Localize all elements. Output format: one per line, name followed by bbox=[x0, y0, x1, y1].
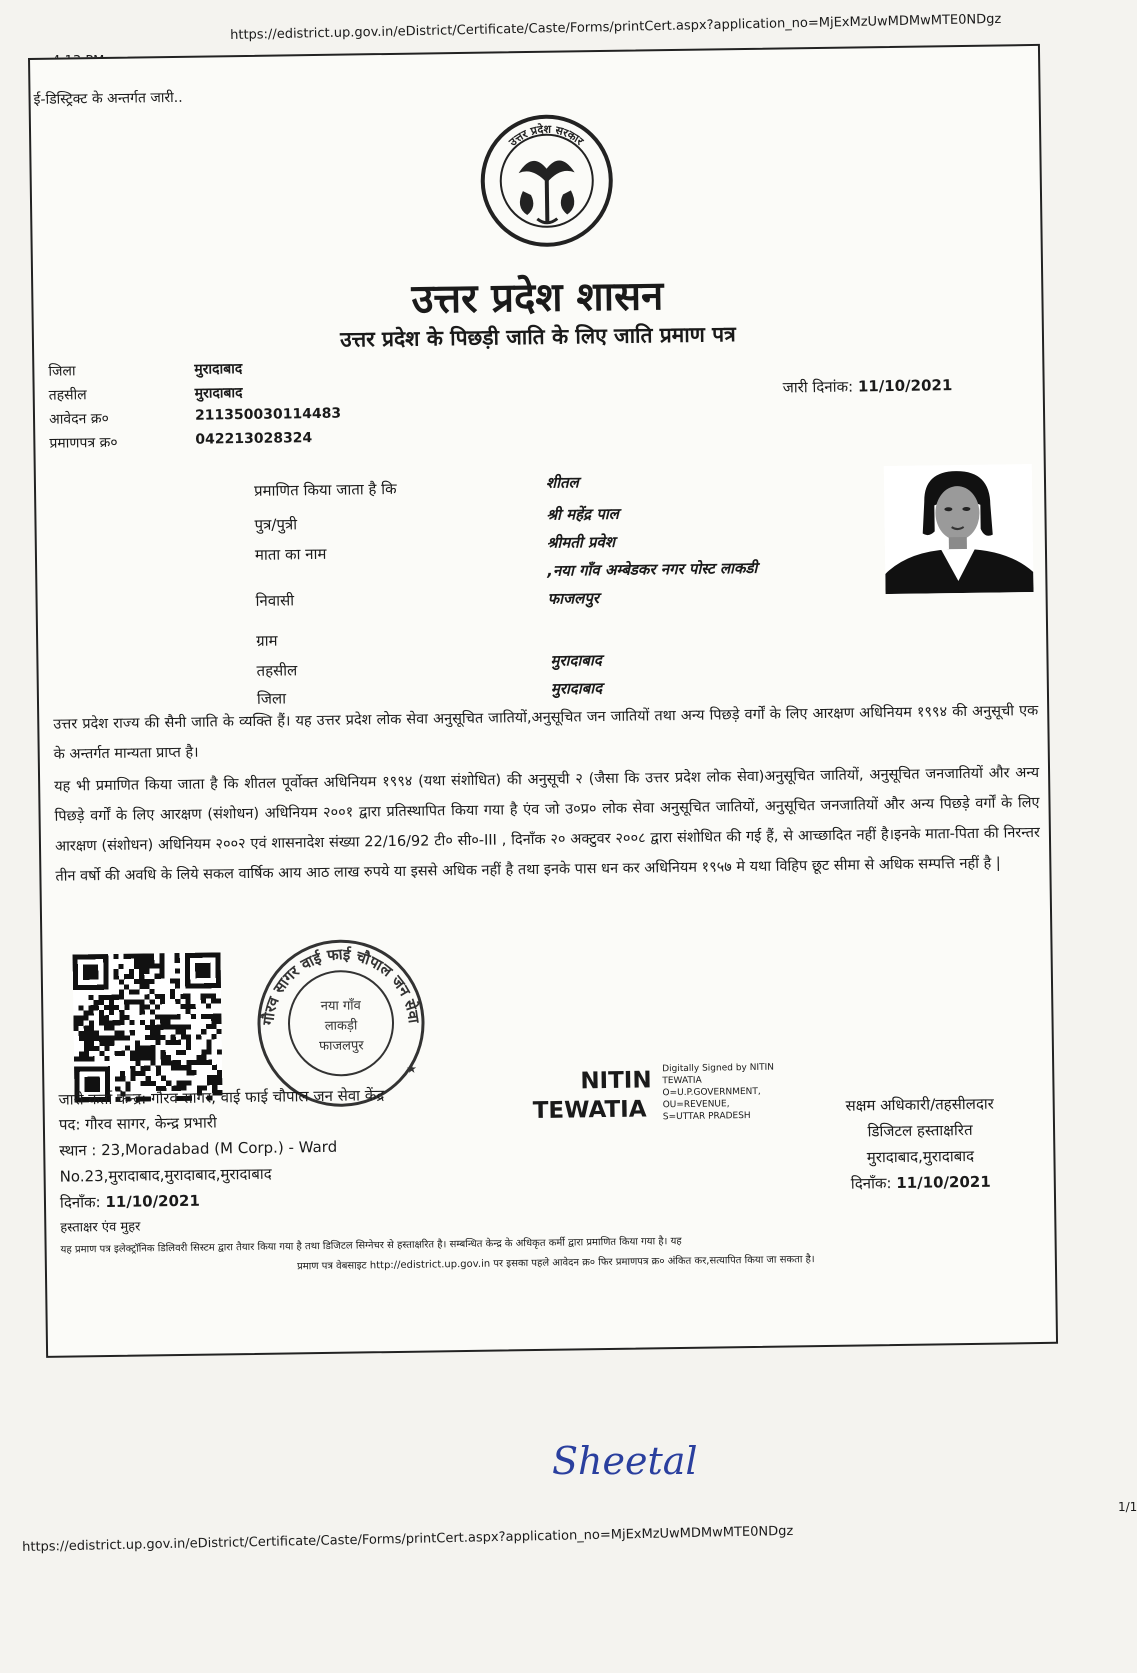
field-label-son-daughter: पुत्र/पुत्री bbox=[254, 515, 298, 534]
field-label-district: जिला bbox=[256, 689, 287, 708]
field-value-name: शीतल bbox=[545, 473, 579, 492]
print-url-footer: https://edistrict.up.gov.in/eDistrict/Certificate/Caste/Forms/printCert.aspx?application_no=MjExMzUwMDMwMTE0NDgz bbox=[22, 1523, 794, 1555]
issued-under-note: ई-डिस्ट्रिक्ट के अन्तर्गत जारी.. bbox=[33, 89, 183, 108]
caste-certificate bbox=[28, 44, 1058, 1358]
meta-value-application-no: 211350030114483 bbox=[194, 405, 342, 424]
certificate-paragraph-2: यह भी प्रमाणित किया जाता है कि शीतल पूर्वोक्त अधिनियम १९९४ (यथा संशोधित) की अनुसूची २ (जैसा कि उत्तर प्रदेश लोक सेवा)अनुसूचित जातियों, अनुसूचित जनजातियों और अन्य पिछड़े वर्गों के लिए आरक्षण (संशोधन) अधिनियम २००१ द्वारा प्रतिस्थापित किया गया है एंव जो उ०प्र० लोक सेवा अनुसूचित जातियों, अनुसूचित जनजातियों और अन्य पिछड़े वर्गों के लिए आरक्षण (संशोधन) अधिनियम २००२ एवं शासनादेश संख्या 22/16/92 टी० सी०-III , दिनाँक २० अक्टुवर २००८ द्वारा संशोधित की गई हैं, से आच्छादित नहीं है।इनके माता-पिता की निरन्तर तीन वर्षो की अवधि के लिये सकल वार्षिक आय आठ लाख रुपये या इससे अधिक नहीं है तथा इनके पास धन कर अधिनियम १९५७ मे यथा विहिप छूट सीमा से अधिक सम्पत्ति नहीं है | bbox=[54, 764, 1041, 885]
meta-label-tehsil: तहसील bbox=[48, 387, 87, 404]
handwritten-signature bbox=[548, 1430, 698, 1490]
meta-label-application-no: आवेदन क्र० bbox=[48, 410, 109, 428]
digital-signature-name bbox=[532, 1066, 652, 1126]
field-value-mother: श्रीमती प्रवेश bbox=[546, 532, 616, 552]
footer-note-2: प्रमाण पत्र वेबसाइट http://edistrict.up.gov.in पर इसका पहले आवेदन क्र० फिर प्रमाणपत्र क्र० अंकित कर,सत्यापित किया जा सकता है। bbox=[296, 1254, 815, 1273]
meta-label-district: जिला bbox=[48, 363, 76, 380]
meta-label-certificate-no: प्रमाणपत्र क्र० bbox=[49, 434, 118, 452]
field-label-resident: निवासी bbox=[255, 591, 295, 610]
digital-signature-line: TEWATIA bbox=[662, 1075, 702, 1087]
svg-text:गौरव सागर वाई फाई चौपाल जन सेव: गौरव सागर वाई फाई चौपाल जन सेवा bbox=[258, 945, 424, 1026]
certificate-subtitle: उत्तर प्रदेश के पिछड़ी जाति के लिए जाति प्रमाण पत्र bbox=[339, 322, 736, 352]
meta-value-district: मुरादाबाद bbox=[194, 361, 243, 378]
field-value-tehsil: मुरादाबाद bbox=[550, 651, 602, 670]
issue-date bbox=[783, 375, 953, 397]
digital-signature-name-line-2: TEWATIA bbox=[532, 1096, 647, 1125]
field-label-certified-that: प्रमाणित किया जाता है कि bbox=[253, 479, 397, 500]
page-count: 1/1 bbox=[1118, 1500, 1137, 1514]
page-title: उत्तर प्रदेश शासन bbox=[411, 272, 664, 323]
svg-text:नया गाँव: नया गाँव bbox=[320, 998, 361, 1015]
svg-text:फाजलपुर: फाजलपुर bbox=[318, 1038, 364, 1055]
officer-title: सक्षम अधिकारी/तहसीलदार bbox=[845, 1094, 995, 1115]
digital-signature-line: S=UTTAR PRADESH bbox=[662, 1111, 751, 1123]
digital-signature-line: OU=REVENUE, bbox=[662, 1099, 730, 1111]
issuer-sign-label: हस्ताक्षर एंव मुहर bbox=[60, 1219, 141, 1236]
officer-date-label: दिनाँक: bbox=[850, 1174, 892, 1193]
field-label-tehsil: तहसील bbox=[256, 661, 298, 680]
issuer-center: जारी कर्ता केन्द्र: गौरव सागर, वाई फाई चौपाल जन सेवा केंद्र bbox=[58, 1086, 385, 1109]
field-value-resident: फाजलपुर bbox=[547, 589, 600, 608]
svg-text:★: ★ bbox=[406, 1061, 418, 1076]
up-emblem-icon bbox=[476, 110, 618, 252]
qr-code-icon bbox=[73, 952, 223, 1102]
issuer-place-line-2: No.23,मुरादाबाद,मुरादाबाद,मुरादाबाद bbox=[59, 1164, 272, 1186]
svg-text:उत्तर प्रदेश सरकार: उत्तर प्रदेश सरकार bbox=[506, 122, 586, 149]
applicant-photo bbox=[884, 464, 1034, 594]
meta-value-tehsil: मुरादाबाद bbox=[194, 385, 243, 402]
officer-place: मुरादाबाद,मुरादाबाद bbox=[866, 1146, 975, 1167]
digital-signature-line: O=U.P.GOVERNMENT, bbox=[662, 1086, 761, 1099]
issuer-date-value: 11/10/2021 bbox=[105, 1191, 200, 1212]
officer-date bbox=[816, 1166, 1026, 1199]
field-value-address: ,नया गाँव अम्बेडकर नगर पोस्ट लाकडी bbox=[547, 558, 758, 580]
field-label-mother: माता का नाम bbox=[254, 544, 327, 564]
issuer-date-label: दिनाँक: bbox=[59, 1193, 101, 1212]
issuer-post: पद: गौरव सागर, केन्द्र प्रभारी bbox=[58, 1113, 217, 1134]
issuer-place-line-1: स्थान : 23,Moradabad (M Corp.) - Ward bbox=[59, 1137, 338, 1160]
digital-signature-line: Digitally Signed by NITIN bbox=[662, 1062, 775, 1075]
certificate-paragraph-1: उत्तर प्रदेश राज्य की सैनी जाति के व्यक्ति हैं। यह उत्तर प्रदेश लोक सेवा अनुसूचित जातियों,अनुसूचित जन जातियों तथा अन्य पिछड़े वर्गों के लिए आरक्षण अधिनियम १९९४ की अनुसूची एक के अन्तर्गत मान्यता प्राप्त है। bbox=[53, 702, 1039, 763]
svg-text:लाकड़ी: लाकड़ी bbox=[324, 1018, 358, 1034]
digital-signature-details bbox=[662, 1062, 775, 1124]
field-value-district: मुरादाबाद bbox=[550, 679, 603, 698]
issue-date-value: 11/10/2021 bbox=[857, 376, 953, 396]
officer-date-value: 11/10/2021 bbox=[896, 1172, 991, 1192]
footer-note-1: यह प्रमाण पत्र इलेक्ट्रॉनिक डिलिवरी सिस्टम द्वारा तैयार किया गया है तथा डिजिटल सिग्नेचर से हस्ताक्षरित है। सम्बन्धित केन्द्र के अधिकृत कर्मी द्वारा प्रमाणित किया गया है। यह bbox=[60, 1235, 682, 1256]
issue-date-label: जारी दिनांक: bbox=[782, 377, 854, 397]
field-value-father: श्री महेंद्र पाल bbox=[546, 504, 619, 524]
meta-value-certificate-no: 042213028324 bbox=[195, 430, 313, 448]
field-label-village: ग्राम bbox=[256, 631, 278, 650]
digital-signature-name-line-1: NITIN bbox=[580, 1067, 652, 1095]
svg-text:Sheetal: Sheetal bbox=[552, 1439, 698, 1483]
print-url-header: https://edistrict.up.gov.in/eDistrict/Certificate/Caste/Forms/printCert.aspx?application_no=MjExMzUwMDMwMTE0NDgz bbox=[230, 11, 1002, 43]
officer-digital-signed: डिजिटल हस्ताक्षरित bbox=[867, 1120, 973, 1141]
